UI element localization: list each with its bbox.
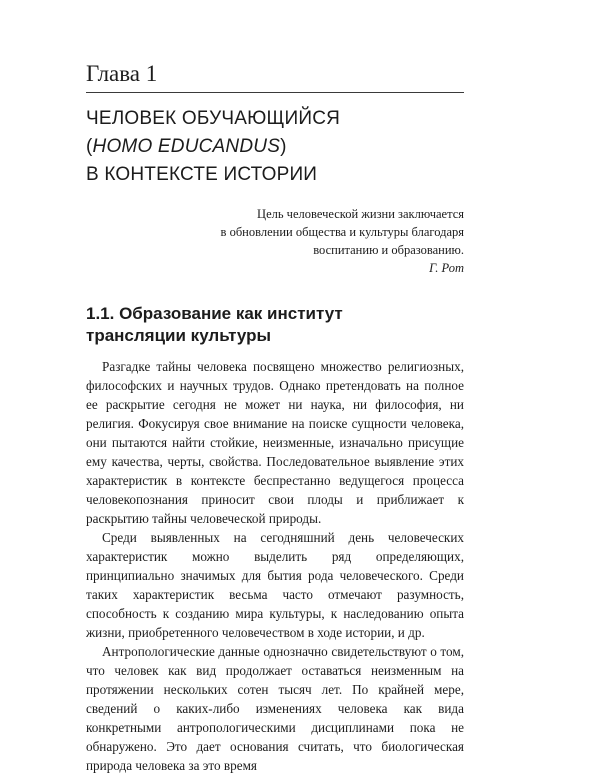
chapter-title [86,105,464,189]
epigraph-author: Г. Рот [429,261,464,275]
chapter-title-line-2 [86,133,464,161]
paragraph-1: Разгадке тайны человека посвящено множество религиозных, философских и научных трудов. Однако претендовать на полное ее раскрытие сегодня не может ни наука, ни философия, ни религия. Фокусируя свое внимание на поиске сущности человека, они пытаются найти стойкие, неизменные, изначально присущие ему качества, черты, свойства. Последовательное выявление этих характеристик в контексте беспрестанно ведущегося процесса человекопознания приносит свои плоды и приближает к раскрытию тайны человеческой природы. [86,359,464,526]
chapter-title-line-3: В КОНТЕКСТЕ ИСТОРИИ [86,164,318,185]
chapter-title-line-1: ЧЕЛОВЕК ОБУЧАЮЩИЙСЯ [86,108,341,129]
paragraph-2: Среди выявленных на сегодняшний день человеческих характеристик можно выделить ряд определяющих, принципиально значимых для бытия рода человеческого. Среди таких характеристик весьма часто отмечают разумность, способность к созданию мира культуры, к наследованию опыта жизни, приобретенного человечеством в ходе истории, и др. [86,530,464,640]
epigraph-line-1: Цель человеческой жизни заключается [257,207,464,221]
epigraph-line-3: воспитанию и образованию. [313,243,464,257]
chapter-title-paren-close: ) [280,136,287,157]
paragraph-3: Антропологические данные однозначно свидетельствуют о том, что человек как вид продолжает оставаться неизменным на протяжении нескольких сотен тысяч лет. По крайней мере, сведений о каких-либо изменениях человека как вида конкретными антропологическими дисциплинами пока не обнаружено. Это дает основания считать, что биологическая природа человека за это время [86,644,464,773]
book-page [86,60,464,775]
chapter-title-paren-open: ( [86,136,93,157]
chapter-title-latin: HOMO EDUCANDUS [92,136,281,157]
epigraph [86,205,464,277]
body-text [86,357,464,775]
section-title [86,303,464,347]
section-title-line-1: 1.1. Образование как институт [86,304,343,323]
section-title-line-2: трансляции культуры [86,326,272,345]
chapter-label: Глава 1 [86,60,464,93]
epigraph-line-2: в обновлении общества и культуры благодаря [220,225,464,239]
